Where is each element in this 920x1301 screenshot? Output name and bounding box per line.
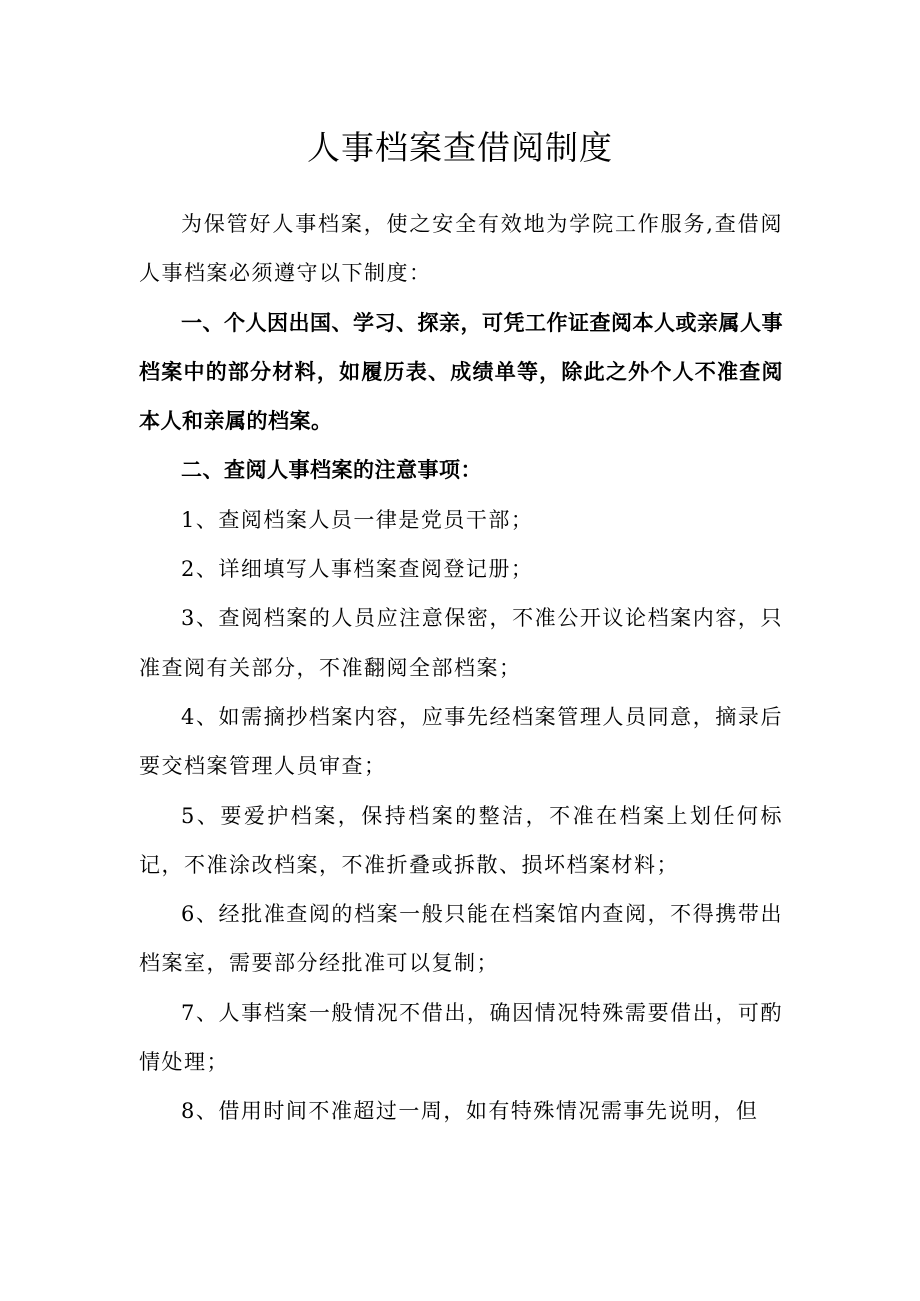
- list-item: 1、查阅档案人员一律是党员干部；: [181, 507, 534, 532]
- document-body: [139, 200, 783, 1137]
- list-item: 2、详细填写人事档案查阅登记册；: [181, 557, 534, 582]
- document-title: 人事档案查借阅制度: [307, 128, 613, 167]
- rule-one-paragraph: 一、个人因出国、学习、探亲，可凭工作证查阅本人或亲属人事档案中的部分材料，如履历表、成绩单等，除此之外个人不准查阅本人和亲属的档案。: [139, 310, 783, 434]
- list-item: 7、人事档案一般情况不借出，确因情况特殊需要借出，可酌情处理；: [139, 1000, 783, 1075]
- rule-two-heading: 二、查阅人事档案的注意事项：: [181, 458, 482, 483]
- list-item: 6、经批准查阅的档案一般只能在档案馆内查阅，不得携带出档案室，需要部分经批准可以复制；: [139, 902, 783, 976]
- list-item: 3、查阅档案的人员应注意保密，不准公开议论档案内容，只准查阅有关部分，不准翻阅全部档案；: [139, 606, 783, 680]
- list-item: 4、如需摘抄档案内容，应事先经档案管理人员同意，摘录后要交档案管理人员审查；: [139, 704, 783, 779]
- list-item: 8、借用时间不准超过一周，如有特殊情况需事先说明，但: [181, 1099, 759, 1124]
- list-item: 5、要爱护档案，保持档案的整洁，不准在档案上划任何标记，不准涂改档案，不准折叠或拆散、损坏档案材料；: [139, 803, 783, 877]
- intro-paragraph: 为保管好人事档案，使之安全有效地为学院工作服务,查借阅人事档案必须遵守以下制度：: [139, 212, 783, 286]
